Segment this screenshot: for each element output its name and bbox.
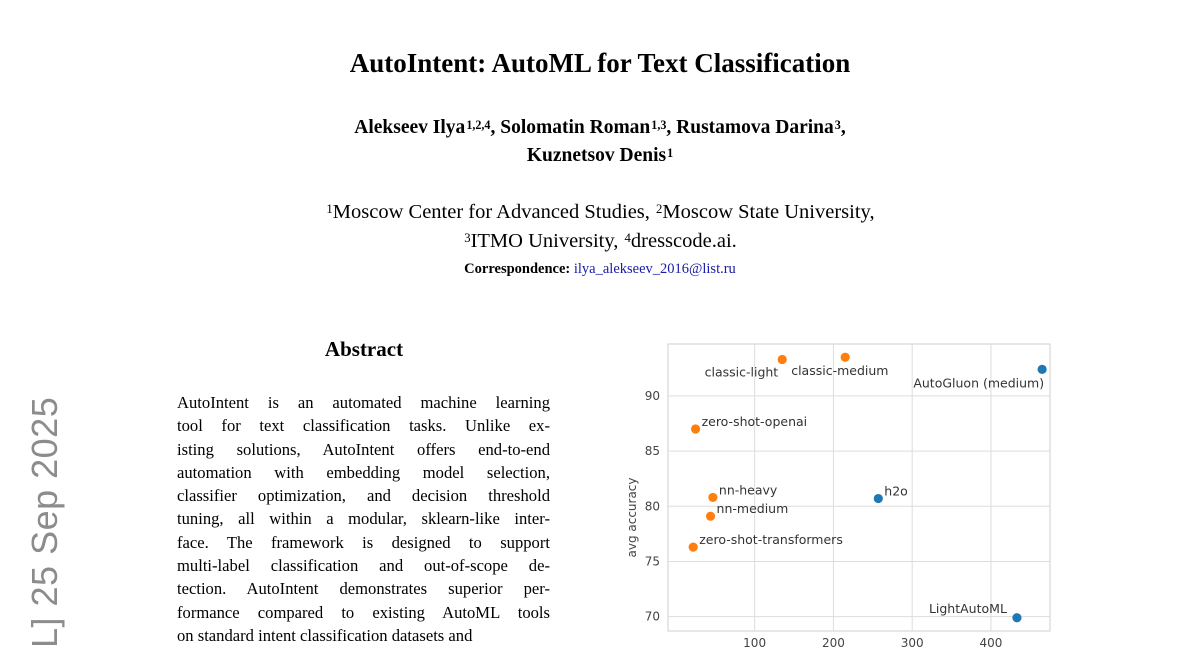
correspondence-email-link[interactable]: ilya_alekseev_2016@list.ru — [573, 261, 736, 277]
author: Alekseev Ilya$^{1,2,4}$ — [354, 117, 491, 138]
accuracy-scatter-chart — [620, 336, 1060, 648]
x-tick-label: 300 — [900, 636, 924, 648]
abstract-line: tool for text classification tasks. Unlike ex- — [177, 416, 550, 436]
point-label: LightAutoML — [928, 600, 1007, 616]
abstract-line: multi-label classification and out-of-scope de- — [177, 556, 550, 576]
affiliation: $^2$Moscow State University — [656, 201, 870, 223]
point-label: classic-light — [704, 364, 779, 380]
abstract-line: classifier optimization, and decision threshold — [177, 486, 550, 506]
data-point — [841, 353, 850, 362]
abstract-heading: Abstract — [324, 337, 404, 361]
x-tick-label: 100 — [743, 636, 767, 648]
y-tick-label: 90 — [644, 388, 660, 403]
y-tick-label: 80 — [644, 499, 660, 514]
data-point — [689, 543, 698, 552]
x-tick-label: 400 — [979, 636, 1003, 648]
point-label: nn-medium — [716, 501, 789, 517]
abstract-line: tuning, all within a modular, sklearn-like inter- — [177, 509, 550, 529]
author-list: Alekseev Ilya$^{1,2,4}$, Solomatin Roman$^{1,3}$, Rustamova Darina$^3$, Kuznetsov Denis$^1$ — [354, 117, 846, 166]
data-point — [1038, 365, 1047, 374]
x-tick-label: 200 — [821, 636, 845, 648]
y-tick-label: 75 — [644, 554, 660, 569]
data-point — [706, 512, 715, 521]
affiliation: $^3$ITMO University — [464, 230, 614, 252]
y-tick-label: 85 — [644, 444, 660, 459]
abstract-body — [177, 391, 550, 647]
abstract-line: automation with embedding model selection, — [177, 462, 550, 482]
arxiv-margin-stamp: L] 25 Sep 2025 — [24, 396, 65, 648]
author: Rustamova Darina$^3$ — [676, 117, 841, 138]
data-point — [778, 355, 787, 364]
point-label: AutoGluon (medium) — [913, 375, 1045, 391]
point-label: h2o — [884, 483, 908, 499]
abstract-line: on standard intent classification datasets and — [177, 625, 473, 645]
data-point — [1012, 613, 1021, 622]
affiliation: $^4$dresscode.ai — [624, 230, 732, 252]
abstract-line: AutoIntent is an automated machine learning — [177, 393, 550, 412]
abstract-line: formance compared to existing AutoML tools — [177, 602, 550, 622]
data-point — [691, 424, 700, 433]
point-label: zero-shot-openai — [701, 413, 808, 429]
point-label: nn-heavy — [718, 482, 778, 498]
author: Kuznetsov Denis$^1$ — [526, 145, 674, 166]
abstract-line: tection. AutoIntent demonstrates superior per- — [177, 579, 550, 599]
author: Solomatin Roman$^{1,3}$ — [500, 117, 667, 138]
abstract-line: face. The framework is designed to support — [177, 532, 550, 552]
point-label: zero-shot-transformers — [699, 532, 843, 548]
affiliation: $^1$Moscow Center for Advanced Studies — [326, 201, 645, 223]
paper-title: AutoIntent: AutoML for Text Classification — [349, 48, 851, 78]
correspondence-label: Correspondence: — [464, 261, 571, 277]
y-axis-label: avg accuracy — [625, 477, 639, 558]
y-tick-label: 70 — [644, 609, 660, 624]
correspondence — [0, 261, 1200, 278]
affiliation-list: $^1$Moscow Center for Advanced Studies, $^2$Moscow State University, $^3$ITMO University, $^4$dresscode.ai. — [326, 201, 875, 252]
point-label: classic-medium — [791, 363, 889, 379]
abstract-line: isting solutions, AutoIntent offers end-to-end — [177, 439, 550, 459]
data-point — [874, 494, 883, 503]
